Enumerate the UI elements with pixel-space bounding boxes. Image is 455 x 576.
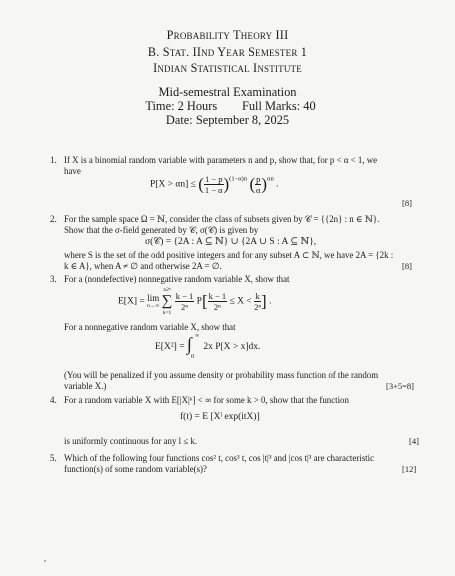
scan-speck (44, 560, 46, 562)
paren-close: ) (223, 174, 230, 194)
q1-line-1: If X is a binomial random variable with parameters n and p, show that, for p < α < 1, we (64, 155, 378, 165)
q1-fraction-1: $\frac{1 - p}{1 - \alpha}$ (204, 174, 223, 195)
q1-fraction-2: $\frac{p}{\alpha}$ (256, 174, 261, 195)
q1-lhs: P[X > αn] ≤ (150, 179, 196, 190)
question-number: 4. (50, 395, 57, 405)
q2-line-2: Show that the σ-field generated by 𝒞, σ(𝒞) is given by (64, 225, 259, 235)
bracket-close: ] (261, 291, 267, 311)
institute-name: Indian Statistical Institute (153, 61, 302, 75)
q4-function: f(t) = E [Xˡ exp(itX)] (180, 412, 260, 422)
paren-open: ( (198, 174, 204, 194)
question-number: 5. (50, 453, 57, 463)
q1-marks: [8] (402, 198, 412, 208)
q3-fraction-a: $\frac{k - 1}{\text{2ⁿ}}$ (175, 291, 194, 312)
exam-date: Date: September 8, 2025 (165, 113, 290, 127)
paren-open: ( (249, 174, 256, 194)
course-title: Probability Theory III (166, 28, 289, 42)
q2-marks: [8] (402, 261, 412, 271)
question-number: 1. (50, 155, 57, 165)
time-and-marks: Time: 2 Hours Full Marks: 40 (145, 99, 316, 113)
q5-marks: [12] (402, 464, 417, 474)
question-number: 3. (50, 274, 57, 284)
q3-line-4: variable X.) (64, 381, 107, 391)
q3-fraction-b: $\frac{k - 1}{\text{2ⁿ}}$ (208, 291, 227, 312)
programme-line: B. Stat. IInd Year Semester 1 (147, 45, 308, 59)
bracket-open: [ (201, 291, 208, 311)
q2-line-4: k ∈ A}, when A ≠ ∅ and otherwise 2A = ∅. (64, 261, 222, 271)
q1-line-2: have (64, 166, 81, 176)
q5-line-1: Which of the following four functions cos² t, cos³ t, cos |t|³ and |cos t|³ are characteristic (64, 453, 375, 463)
integral-symbol: ∫ ∞ 0 (186, 333, 200, 360)
q2-equation: σ(𝒞) = {2A : A ⊆ ℕ} ∪ {2A ∪ S : A ⊆ ℕ}, (145, 237, 317, 247)
paren-close: ) (261, 174, 268, 194)
q5-line-2: function(s) of some random variable(s)? (64, 464, 207, 474)
summation-symbol: n2ⁿ ∑ k=1 (161, 287, 173, 316)
q3-line-2: For a nonnegative random variable X, show that (64, 322, 236, 332)
q3-line-3: (You will be penalized if you assume density or probability mass function of the random (64, 370, 379, 380)
q3-fraction-c: $\frac{k}{\text{2ⁿ}}$ (254, 291, 262, 312)
q2-line-3: where S is the set of the odd positive integers and for any subset A ⊂ ℕ, we have 2A = {2k : (64, 250, 394, 260)
q1-exponent-1: (1−α)n (229, 175, 248, 183)
q2-line-1: For the sample space Ω = ℕ, consider the class of subsets given by 𝒞 = {{2n} : n ∈ ℕ}. (64, 214, 380, 224)
q4-marks: [4] (409, 436, 419, 446)
q3-expectation-formula: E[X] = lim n→∞ n2ⁿ ∑ k=1 $\frac{k - 1}{\text{2ⁿ}}$ P[ $\frac{k - 1}{\text{2ⁿ}}$ ≤ X < $\frac{k}{\text{2ⁿ}}$ ] . (118, 287, 272, 316)
q3-line-1: For a (nondefective) nonnegative random variable X, show that (64, 274, 290, 284)
limit-operator: lim n→∞ (147, 292, 160, 309)
q4-line-1: For a random variable X with E[|X|ᵏ] < ∞ for some k > 0, show that the function (64, 395, 349, 405)
q3-second-moment-formula: E[X²] = ∫ ∞ 0 2x P[X > x]dx. (155, 333, 261, 360)
exam-name: Mid-semestral Examination (158, 85, 297, 99)
q3-marks: [3+5=8] (386, 381, 414, 391)
question-number: 2. (50, 214, 57, 224)
q4-line-2: is uniformly continuous for any l ≤ k. (64, 436, 198, 446)
q1-inequality: P[X > αn] ≤ ( $\frac{1 - p}{1 - \alpha}$ )$^{(1-\alpha)n}$ ( $\frac{p}{\alpha}$ )$^{\alpha n}$ . (150, 174, 279, 195)
q1-exponent-2: αn (267, 175, 274, 183)
